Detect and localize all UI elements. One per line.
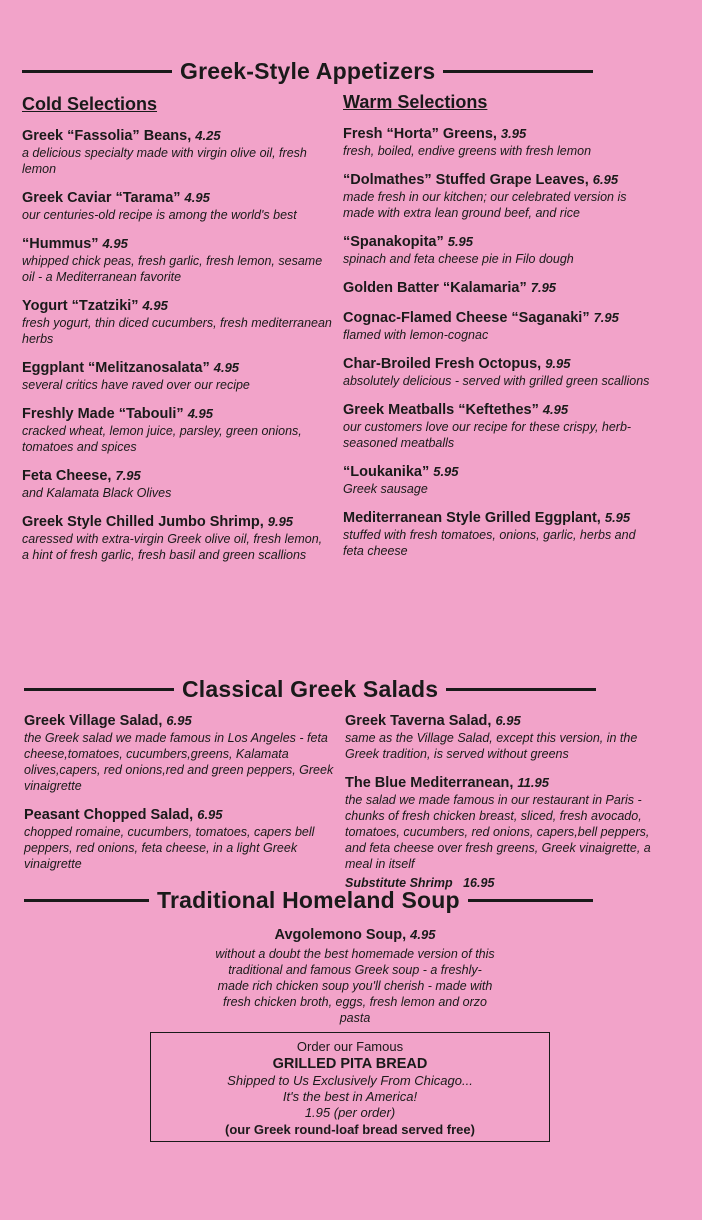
menu-item-desc: several critics have raved over our recipe [22, 378, 250, 392]
soup-name: Avgolemono Soup, [274, 927, 407, 943]
menu-item-price: 7.95 [530, 280, 557, 295]
menu-item-desc: same as the Village Salad, except this version, in the Greek tradition, is served without greens [345, 731, 638, 761]
menu-item [22, 513, 332, 563]
appetizers-title: Greek-Style Appetizers [180, 58, 436, 84]
menu-item [345, 774, 665, 872]
menu-item-name-line [345, 712, 665, 730]
menu-item-desc: our centuries-old recipe is among the world's best [22, 208, 297, 222]
menu-item-name: Char-Broiled Fresh Octopus, [343, 356, 542, 372]
pita-line2: GRILLED PITA BREAD [272, 1056, 428, 1072]
menu-item-name: The Blue Mediterranean, [345, 775, 514, 791]
menu-item-price: 5.95 [447, 234, 474, 249]
menu-item [343, 125, 653, 159]
menu-item-name-line [24, 712, 334, 730]
menu-item-name: Mediterranean Style Grilled Eggplant, [343, 510, 601, 526]
appetizers-header [0, 58, 702, 85]
menu-item-desc: chopped romaine, cucumbers, tomatoes, capers bell peppers, red onions, feta cheese, in a light Greek vinaigrette [24, 825, 315, 871]
menu-item-price: 4.95 [542, 402, 569, 417]
menu-item-name: Fresh “Horta” Greens, [343, 126, 497, 142]
header-rule-right [443, 70, 593, 73]
header-rule-left [24, 688, 174, 691]
menu-item-desc: stuffed with fresh tomatoes, onions, garlic, herbs and feta cheese [343, 528, 636, 558]
menu-item-name: Peasant Chopped Salad, [24, 807, 194, 823]
menu-item-desc: flamed with lemon-cognac [343, 328, 489, 342]
menu-item-name-line [343, 509, 653, 527]
header-rule-left [24, 899, 149, 902]
menu-item-name-line [22, 359, 332, 377]
menu-item-desc: made fresh in our kitchen; our celebrated version is made with extra lean ground beef, and rice [343, 190, 627, 220]
menu-item-desc: cracked wheat, lemon juice, parsley, green onions, tomatoes and spices [22, 424, 302, 454]
menu-item [22, 297, 332, 347]
menu-item-name-line [22, 513, 332, 531]
menu-item-name-line [343, 171, 653, 189]
soup-title: Traditional Homeland Soup [157, 887, 460, 913]
menu-item-desc: the salad we made famous in our restaurant in Paris - chunks of fresh chicken breast, sliced, fresh avocado, tomatoes, cucumbers, red onions, capers,bell peppers, and feta cheese over fresh greens, Greek vinaigrette, a meal in itself [345, 793, 651, 871]
pita-line1: Order our Famous [296, 1039, 404, 1054]
header-rule-right [446, 688, 596, 691]
warm-selections-title: Warm Selections [343, 92, 488, 112]
menu-item-price: 4.95 [187, 406, 213, 421]
menu-item-name: Cognac-Flamed Cheese “Saganaki” [343, 310, 590, 326]
menu-item-price: 5.95 [433, 464, 459, 479]
menu-item-price: 9.95 [545, 356, 571, 371]
menu-item-name-line [343, 233, 653, 251]
menu-item-name: Greek “Fassolia” Beans, [22, 128, 192, 144]
salads-title: Classical Greek Salads [182, 676, 439, 702]
menu-item-name: Greek Meatballs “Keftethes” [343, 402, 539, 418]
header-rule-left [22, 70, 172, 73]
pita-line4: It's the best in America! [282, 1089, 418, 1104]
menu-item-name: Greek Caviar “Tarama” [22, 190, 181, 206]
menu-item-price: 6.95 [166, 713, 192, 728]
menu-item [22, 127, 332, 177]
menu-item [343, 309, 653, 343]
menu-item-price: 6.95 [197, 807, 223, 822]
menu-item [24, 806, 334, 872]
menu-item-name: “Dolmathes” Stuffed Grape Leaves, [343, 172, 589, 188]
soup-price: 4.95 [410, 927, 436, 942]
menu-item [22, 235, 332, 285]
menu-item-desc: a delicious specialty made with virgin olive oil, fresh lemon [22, 146, 307, 176]
menu-item-desc: whipped chick peas, fresh garlic, fresh lemon, sesame oil - a Mediterranean favorite [22, 254, 323, 284]
pita-line6: (our Greek round-loaf bread served free) [225, 1122, 475, 1137]
pita-box [150, 1032, 550, 1142]
soup-header [0, 887, 702, 914]
cold-selections [22, 94, 332, 575]
salads-header [0, 676, 702, 703]
menu-item [343, 509, 653, 559]
menu-item [24, 712, 334, 794]
menu-item-name-line [22, 189, 332, 207]
menu-item-name: Eggplant “Melitzanosalata” [22, 360, 210, 376]
salads-right [345, 712, 665, 892]
menu-item [343, 171, 653, 221]
menu-item-name-line [22, 127, 332, 145]
menu-item-name: Yogurt “Tzatziki” [22, 298, 139, 314]
menu-item-name: Feta Cheese, [22, 468, 112, 484]
menu-item-name: Golden Batter “Kalamaria” [343, 280, 527, 296]
menu-item-name-line [343, 309, 653, 327]
menu-item-name: “Spanakopita” [343, 234, 444, 250]
menu-item-name-line [22, 467, 332, 485]
menu-item-name-line [24, 806, 334, 824]
menu-item-price: 9.95 [267, 514, 294, 529]
soup-desc: without a doubt the best homemade version of this traditional and famous Greek soup - a freshly-made rich chicken soup you'll cherish - made with fresh chicken broth, eggs, fresh lemon and orzo pasta [215, 947, 495, 1025]
menu-item [343, 279, 653, 297]
menu-item [22, 405, 332, 455]
substitute-price: 16.95 [463, 876, 495, 890]
menu-item-name-line [343, 401, 653, 419]
menu-item [22, 189, 332, 223]
menu-item [343, 355, 653, 389]
pita-line5: 1.95 (per order) [304, 1105, 396, 1120]
menu-item-name-line [343, 355, 653, 373]
menu-item [22, 467, 332, 501]
menu-item-price: 4.95 [102, 236, 128, 251]
soup-name-line [150, 926, 560, 944]
menu-item-name-line [345, 774, 665, 792]
soup-item [150, 926, 560, 1026]
menu-item-desc: caressed with extra-virgin Greek olive oil, fresh lemon, a hint of fresh garlic, fresh basil and green scallions [22, 532, 323, 562]
menu-item-price: 4.95 [142, 298, 168, 313]
menu-item-desc: the Greek salad we made famous in Los Angeles - feta cheese,tomatoes, cucumbers,greens, Kalamata olives,capers, red onions,red and green peppers, Greek vinaigrette [24, 731, 334, 793]
menu-item [22, 359, 332, 393]
menu-item-name: Greek Style Chilled Jumbo Shrimp, [22, 514, 264, 530]
menu-item-desc: our customers love our recipe for these crispy, herb-seasoned meatballs [343, 420, 632, 450]
cold-selections-title: Cold Selections [22, 94, 158, 114]
menu-item-price: 7.95 [593, 310, 619, 325]
menu-item-desc: spinach and feta cheese pie in Filo dough [343, 252, 574, 266]
menu-item [343, 463, 653, 497]
menu-item-price: 4.95 [184, 190, 210, 205]
menu-item-name-line [343, 125, 653, 143]
substitute-label: Substitute Shrimp [345, 876, 453, 890]
menu-item-name-line [22, 405, 332, 423]
header-rule-right [468, 899, 593, 902]
pita-line3: Shipped to Us Exclusively From Chicago... [227, 1073, 473, 1088]
warm-selections [343, 92, 653, 571]
menu-item-name-line [22, 235, 332, 253]
menu-item-desc: fresh yogurt, thin diced cucumbers, fresh mediterranean herbs [22, 316, 332, 346]
menu-item-desc: fresh, boiled, endive greens with fresh lemon [343, 144, 592, 158]
menu-item-name-line [343, 279, 653, 297]
menu-item-desc: and Kalamata Black Olives [22, 486, 172, 500]
menu-item [343, 233, 653, 267]
menu-item-price: 5.95 [604, 510, 631, 525]
menu-item-price: 7.95 [115, 468, 141, 483]
salads-left [24, 712, 334, 884]
menu-item-name: Greek Village Salad, [24, 713, 163, 729]
menu-item-price: 11.95 [517, 775, 549, 790]
menu-item-name: Greek Taverna Salad, [345, 713, 492, 729]
menu-item [345, 712, 665, 762]
menu-item-price: 4.95 [213, 360, 240, 375]
menu-item-desc: absolutely delicious - served with grilled green scallions [343, 374, 650, 388]
menu-item-price: 4.25 [195, 128, 221, 143]
menu-item-name-line [22, 297, 332, 315]
menu-item-name: “Hummus” [22, 236, 99, 252]
menu-item-price: 6.95 [495, 713, 521, 728]
menu-item-price: 3.95 [500, 126, 527, 141]
menu-item-name-line [343, 463, 653, 481]
menu-item [343, 401, 653, 451]
menu-item-price: 6.95 [592, 172, 619, 187]
menu-item-name: “Loukanika” [343, 464, 430, 480]
menu-item-name: Freshly Made “Tabouli” [22, 406, 184, 422]
menu-item-desc: Greek sausage [343, 482, 428, 496]
